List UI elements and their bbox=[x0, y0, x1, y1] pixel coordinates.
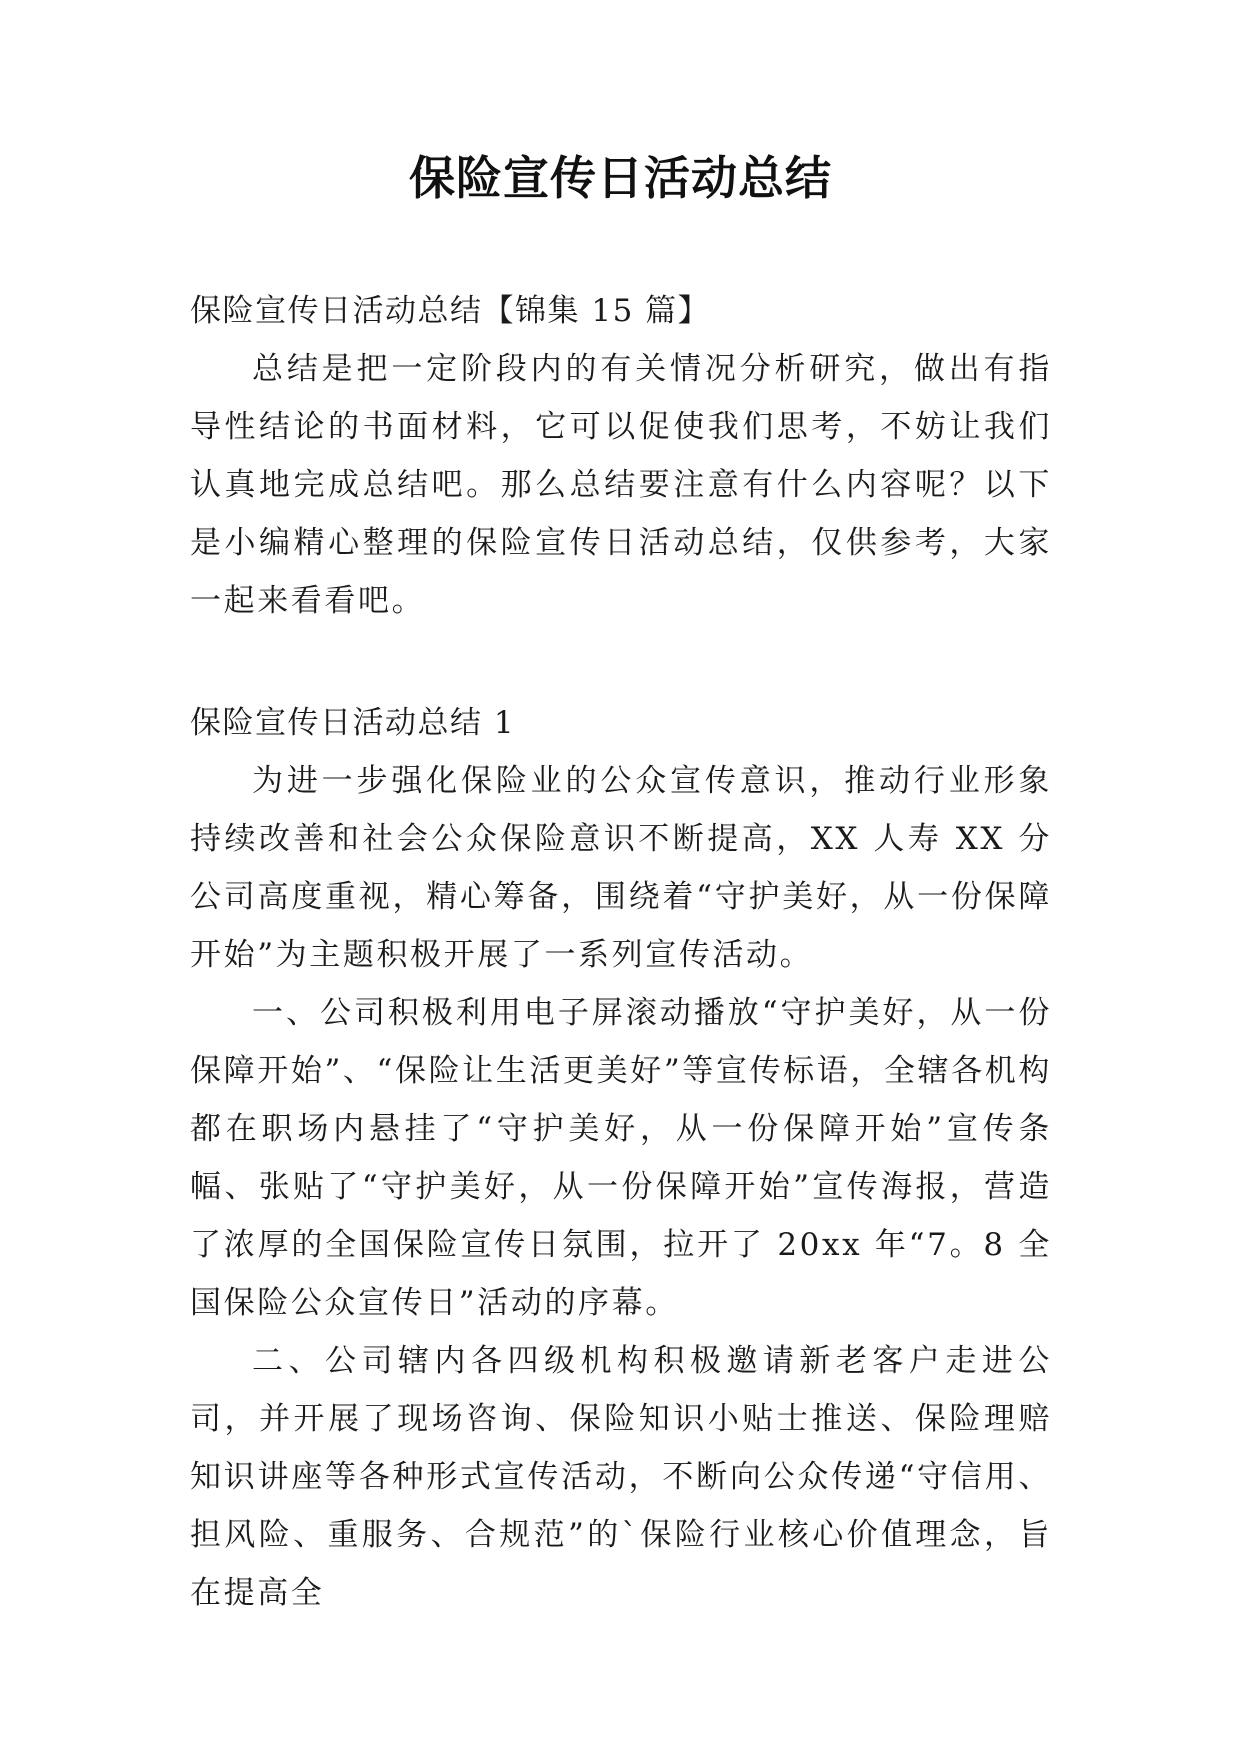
intro-paragraph: 总结是把一定阶段内的有关情况分析研究，做出有指导性结论的书面材料，它可以促使我们思考，不妨让我们认真地完成总结吧。那么总结要注意有什么内容呢？以下是小编精心整理的保险宣传日活动总结，仅供参考，大家一起来看看吧。 bbox=[190, 351, 1052, 619]
document-body bbox=[190, 282, 1052, 1622]
section1-paragraph-3: 二、公司辖内各四级机构积极邀请新老客户走进公司，并开展了现场咨询、保险知识小贴士推送、保险理赔知识讲座等各种形式宣传活动，不断向公众传递“守信用、担风险、重服务、合规范”的`保险行业核心价值理念，旨在提高全 bbox=[190, 1343, 1052, 1611]
section-spacer bbox=[190, 630, 1052, 694]
intro-heading: 保险宣传日活动总结【锦集 15 篇】 bbox=[190, 293, 711, 329]
section1-paragraph-1: 为进一步强化保险业的公众宣传意识，推动行业形象持续改善和社会公众保险意识不断提高，XX 人寿 XX 分公司高度重视，精心筹备，围绕着“守护美好，从一份保障开始”为主题积极开展了一系列宣传活动。 bbox=[190, 763, 1052, 973]
document-title: 保险宣传日活动总结 bbox=[409, 151, 832, 205]
section1-heading: 保险宣传日活动总结 1 bbox=[190, 705, 516, 741]
section1-paragraph-2: 一、公司积极利用电子屏滚动播放“守护美好，从一份保障开始”、“保险让生活更美好”等宣传标语，全辖各机构都在职场内悬挂了“守护美好，从一份保障开始”宣传条幅、张贴了“守护美好，从一份保障开始”宣传海报，营造了浓厚的全国保险宣传日氛围，拉开了 20xx 年“7。8 全国保险公众宣传日”活动的序幕。 bbox=[190, 995, 1052, 1321]
